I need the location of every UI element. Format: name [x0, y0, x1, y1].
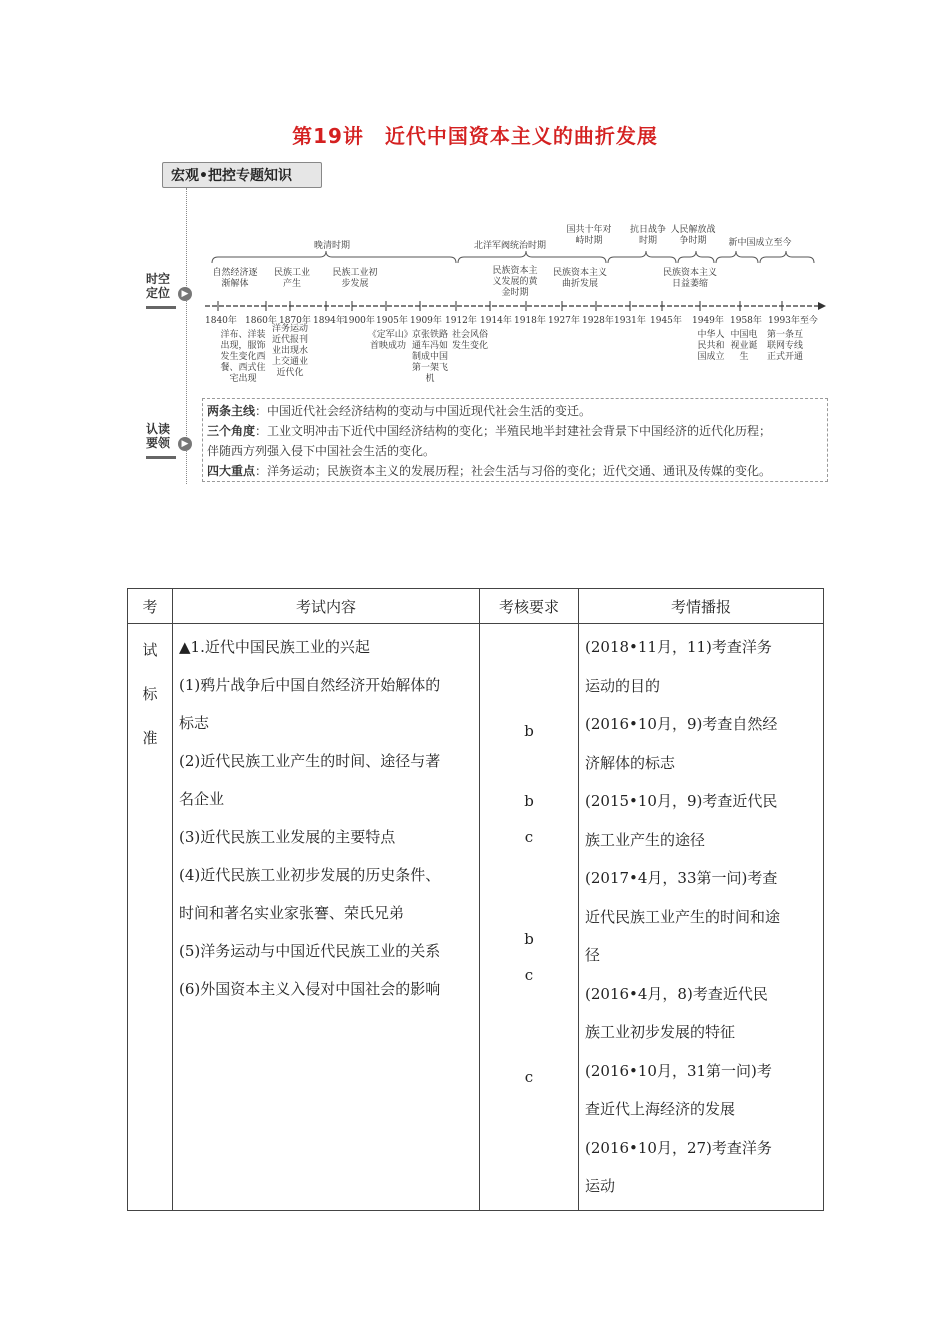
timeline-year: 1912年 [445, 316, 477, 326]
timeline-year: 1914年 [480, 316, 512, 326]
news-line: (2016•10月，31第一问)考 [585, 1061, 772, 1080]
timeline-side-label: 时空定位 [146, 272, 171, 300]
timeline-year: 1905年 [376, 316, 408, 326]
timeline-year: 1909年 [410, 316, 442, 326]
reading-line: 伴随西方列强入侵下中国社会生活的变化。 [207, 444, 436, 458]
news-line: (2017•4月，33第一问)考查 [585, 869, 778, 887]
requirement-level: c [524, 966, 534, 984]
timeline-event: 社会风俗发生变化 [451, 330, 488, 351]
row-label: 试 标 准 [128, 624, 173, 1211]
timeline-event: 洋务运动近代报刊业出现水上交通业近代化 [271, 324, 308, 378]
timeline-year: 1958年 [730, 316, 762, 326]
content-line: 名企业 [179, 790, 225, 808]
table-header: 考核要求 [480, 589, 579, 624]
content-line: (4)近代民族工业初步发展的历史条件、 [179, 866, 441, 884]
timeline-year: 1840年 [205, 316, 237, 326]
timeline-year: 1870年 [279, 316, 311, 326]
content-line: ▲1.近代中国民族工业的兴起 [179, 638, 370, 656]
timeline-year: 1927年 [548, 316, 580, 326]
requirement-level: b [524, 792, 534, 810]
news-line: (2016•10月，9)考查自然经 [585, 715, 778, 733]
timeline-year: 1945年 [650, 316, 682, 326]
reading-line: 三个角度：工业文明冲击下近代中国经济结构的变化；半殖民地半封建社会背景下中国经济的近代化历程； [207, 424, 772, 438]
timeline-event: 民族工业产生 [273, 268, 310, 289]
news-line: 族工业初步发展的特征 [585, 1023, 736, 1041]
arrow-icon: ▶ [178, 287, 192, 301]
table-header: 考情播报 [579, 589, 824, 624]
reading-line: 两条主线：中国近代社会经济结构的变动与中国近现代社会生活的变迁。 [207, 404, 592, 418]
timeline-year: 1900年 [343, 316, 375, 326]
reading-side-label: 认读要领 [146, 422, 171, 450]
news-line: 查近代上海经济的发展 [585, 1100, 736, 1118]
news-line: (2016•10月，27)考查洋务 [585, 1138, 772, 1157]
requirement-level: b [524, 722, 534, 740]
exam-news-cell [579, 624, 824, 1211]
timeline-axis [200, 298, 830, 314]
table-header: 考试内容 [173, 589, 480, 624]
timeline-year: 1928年 [582, 316, 614, 326]
period-label: 抗日战争时期 [630, 225, 667, 246]
period-label: 国共十年对峙时期 [566, 225, 612, 246]
news-line: 济解体的标志 [585, 753, 676, 772]
section-banner: 宏观•把控专题知识 [162, 162, 322, 188]
content-line: 标志 [179, 714, 210, 732]
requirement-level: c [524, 1068, 534, 1086]
timeline-year: 1894年 [313, 316, 345, 326]
page-title: 第19讲 近代中国资本主义的曲折发展 [292, 124, 658, 148]
timeline-event: 民族资本主义曲折发展 [552, 268, 607, 289]
timeline-event: 自然经济逐渐解体 [212, 268, 258, 289]
news-line: 运动 [585, 1177, 616, 1195]
timeline-event: 民族工业初步发展 [332, 268, 378, 289]
content-line: 时间和著名实业家张謇、荣氏兄弟 [179, 904, 405, 922]
news-line: 运动的目的 [585, 676, 661, 695]
timeline-event: 民族资本主义发展的黄金时期 [492, 266, 538, 298]
news-line: 近代民族工业产生的时间和途 [585, 907, 781, 926]
content-line: (2)近代民族工业产生的时间、途径与著 [179, 752, 441, 770]
news-line: 径 [585, 946, 601, 964]
timeline-year: 1993年至今 [768, 316, 818, 326]
timeline-event: 《定军山》首映成功 [367, 330, 409, 351]
exam-standards-table [127, 588, 824, 1211]
period-label: 北洋军阀统治时期 [473, 241, 546, 251]
news-line: (2016•4月，8)考查近代民 [585, 984, 768, 1003]
timeline-year: 1931年 [614, 316, 646, 326]
timeline-event: 第一条互联网专线正式开通 [766, 330, 803, 362]
timeline-year: 1949年 [692, 316, 724, 326]
content-line: (6)外国资本主义入侵对中国社会的影响 [179, 980, 441, 998]
requirement-cell [480, 624, 579, 1211]
side-label-underline [146, 306, 176, 309]
period-label: 新中国成立至今 [728, 238, 792, 248]
table-header: 考 [128, 589, 173, 624]
period-label: 晚清时期 [313, 241, 350, 251]
timeline-year: 1860年 [245, 316, 277, 326]
requirement-level: b [524, 930, 534, 948]
timeline-event: 中华人民共和国成立 [697, 330, 725, 362]
timeline-event: 京张铁路通车冯如制成中国第一架飞机 [411, 330, 448, 384]
content-line: (1)鸦片战争后中国自然经济开始解体的 [179, 676, 441, 694]
timeline-event: 民族资本主义日益萎缩 [662, 268, 717, 289]
side-label-underline [146, 456, 176, 459]
content-line: (5)洋务运动与中国近代民族工业的关系 [179, 942, 441, 960]
timeline-year: 1918年 [514, 316, 546, 326]
timeline-event: 洋布、洋装出现，服饰发生变化西餐、西式住宅出现 [220, 330, 266, 384]
timeline-event: 中国电视业诞生 [730, 330, 758, 362]
content-line: (3)近代民族工业发展的主要特点 [179, 828, 396, 846]
exam-content-cell [173, 624, 480, 1211]
news-line: (2015•10月，9)考查近代民 [585, 792, 778, 810]
news-line: 族工业产生的途径 [585, 830, 706, 849]
requirement-level: c [524, 828, 534, 846]
reading-line: 四大重点：洋务运动；民族资本主义的发展历程；社会生活与习俗的变化；近代交通、通讯及传媒的变化。 [207, 464, 772, 478]
period-label: 人民解放战争时期 [670, 225, 716, 246]
reading-points-box [202, 398, 828, 482]
arrow-icon: ▶ [178, 437, 192, 451]
news-line: (2018•11月，11)考查洋务 [585, 638, 772, 656]
